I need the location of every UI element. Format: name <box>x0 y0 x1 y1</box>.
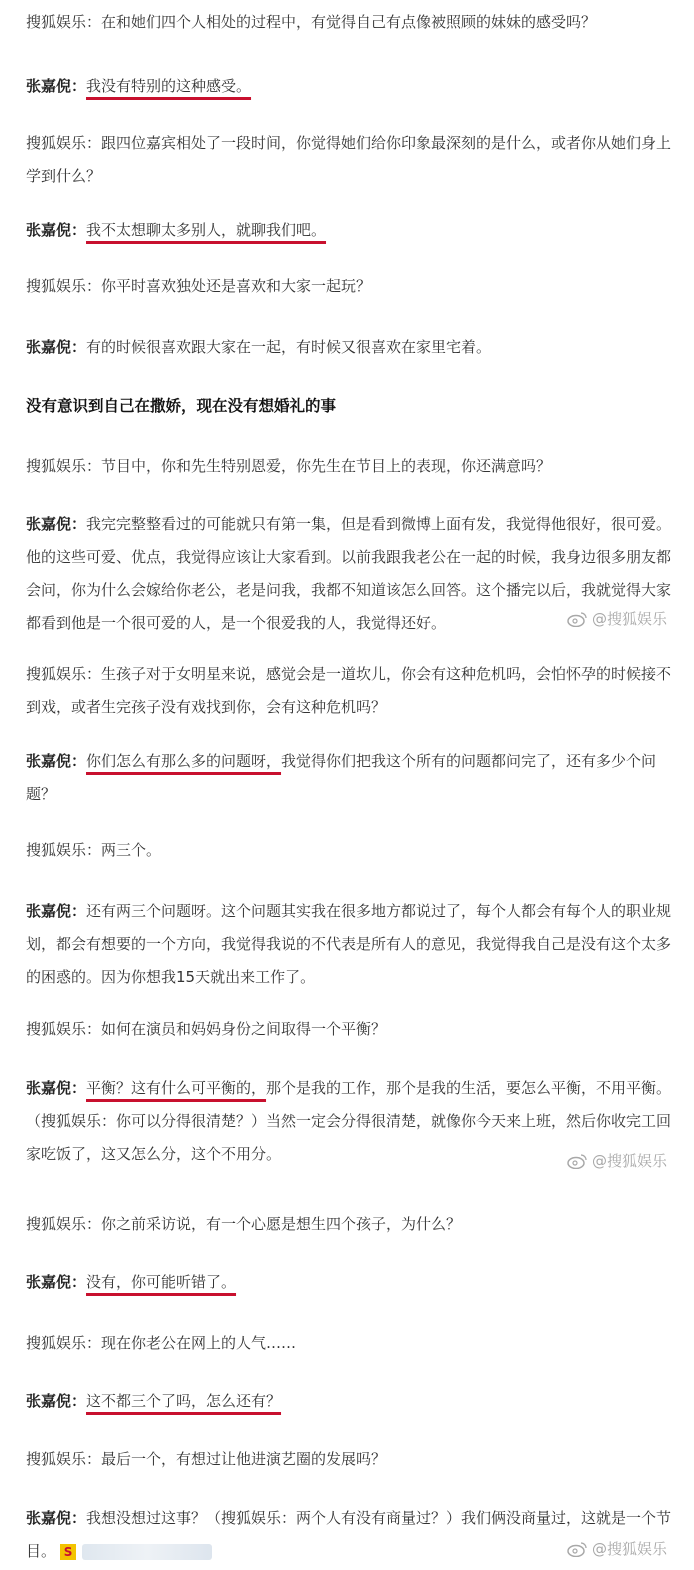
interviewer-question: 搜狐娱乐：在和她们四个人相处的过程中，有觉得自己有点像被照顾的妹妹的感受吗？ <box>26 13 597 31</box>
weibo-icon <box>566 611 588 627</box>
highlighted-answer: 我没有特别的这种感受。 <box>86 77 252 95</box>
section-heading: 没有意识到自己在撒娇，现在没有想婚礼的事 <box>26 397 337 415</box>
guest-answer: 张嘉倪：我完完整整看过的可能就只有第一集，但是看到微博上面有发，我觉得他很好，很可爱。他的这些可爱、优点，我觉得应该让大家看到。以前我跟我老公在一起的时候，我身边很多朋友都会问，你为什么会嫁给你老公，老是问我，我都不知道该怎么回答。这个播完以后，我就觉得大家都看到他是一个很可爱的人，是一个很爱我的人，我觉得还好。 <box>26 515 672 632</box>
guest-answer: 张嘉倪：我不太想聊太多别人，就聊我们吧。 <box>26 221 327 239</box>
speaker-label: 搜狐娱乐： <box>26 13 102 31</box>
weibo-watermark: @搜狐娱乐 <box>566 608 667 629</box>
highlighted-answer: 平衡？这有什么可平衡的， <box>86 1079 267 1097</box>
blurred-username <box>82 1544 212 1560</box>
interviewer-question: 搜狐娱乐：生孩子对于女明星来说，感觉会是一道坎儿，你会有这种危机吗，会怕怀孕的时候接不到戏，或者生完孩子没有戏找到你，会有这种危机吗？ <box>26 665 672 716</box>
interviewer-question: 搜狐娱乐：现在你老公在网上的人气…… <box>26 1334 297 1352</box>
interviewer-question: 搜狐娱乐：节目中，你和先生特别恩爱，你先生在节目上的表现，你还满意吗？ <box>26 457 552 475</box>
guest-answer <box>26 70 676 103</box>
weibo-watermark: @搜狐娱乐 <box>566 1150 667 1171</box>
guest-answer: 张嘉倪：没有，你可能听错了。 <box>26 1273 237 1291</box>
highlighted-answer: 这不都三个了吗，怎么还有？ <box>86 1392 282 1410</box>
weibo-watermark: @搜狐娱乐 <box>566 1538 667 1559</box>
guest-answer: 张嘉倪：有的时候很喜欢跟大家在一起，有时候又很喜欢在家里宅着。 <box>26 338 492 356</box>
sohu-logo-icon: S <box>60 1544 76 1560</box>
interviewer-question: 搜狐娱乐：最后一个，有想过让他进演艺圈的发展吗？ <box>26 1450 387 1468</box>
guest-answer: 张嘉倪：平衡？这有什么可平衡的，那个是我的工作，那个是我的生活，要怎么平衡，不用平衡。（搜狐娱乐：你可以分得很清楚？）当然一定会分得很清楚，就像你今天来上班，然后你收完工回家吃饭了，这又怎么分，这个不用分。 <box>26 1079 672 1163</box>
interviewer-question: 搜狐娱乐：两三个。 <box>26 841 162 859</box>
guest-answer: 张嘉倪：你们怎么有那么多的问题呀，我觉得你们把我这个所有的问题都问完了，还有多少个问题？ <box>26 752 657 803</box>
interviewer-question: 搜狐娱乐：如何在演员和妈妈身份之间取得一个平衡？ <box>26 1020 387 1038</box>
guest-answer: 张嘉倪：还有两三个问题呀。这个问题其实我在很多地方都说过了，每个人都会有每个人的职业规划，都会有想要的一个方向，我觉得我说的不代表是所有人的意见，我觉得我自己是没有这个太多的困惑的。因为你想我15天就出来工作了。 <box>26 902 672 986</box>
guest-answer: 张嘉倪：我想没想过这事？（搜狐娱乐：两个人有没有商量过？）我们俩没商量过，这就是一个节目。 S <box>26 1509 672 1560</box>
highlighted-answer: 没有，你可能听错了。 <box>86 1273 237 1291</box>
interviewer-question: 搜狐娱乐：你平时喜欢独处还是喜欢和大家一起玩？ <box>26 277 372 295</box>
weibo-icon <box>566 1153 588 1169</box>
guest-answer: 张嘉倪：这不都三个了吗，怎么还有？ <box>26 1392 282 1410</box>
highlighted-answer: 你们怎么有那么多的问题呀， <box>86 752 282 770</box>
weibo-icon <box>566 1541 588 1557</box>
speaker-label: 张嘉倪： <box>26 77 87 95</box>
interviewer-question: 搜狐娱乐：跟四位嘉宾相处了一段时间，你觉得她们给你印象最深刻的是什么，或者你从她们身上学到什么？ <box>26 134 672 185</box>
highlighted-answer: 我不太想聊太多别人，就聊我们吧。 <box>86 221 327 239</box>
interviewer-question: 搜狐娱乐：你之前采访说，有一个心愿是想生四个孩子，为什么？ <box>26 1215 462 1233</box>
